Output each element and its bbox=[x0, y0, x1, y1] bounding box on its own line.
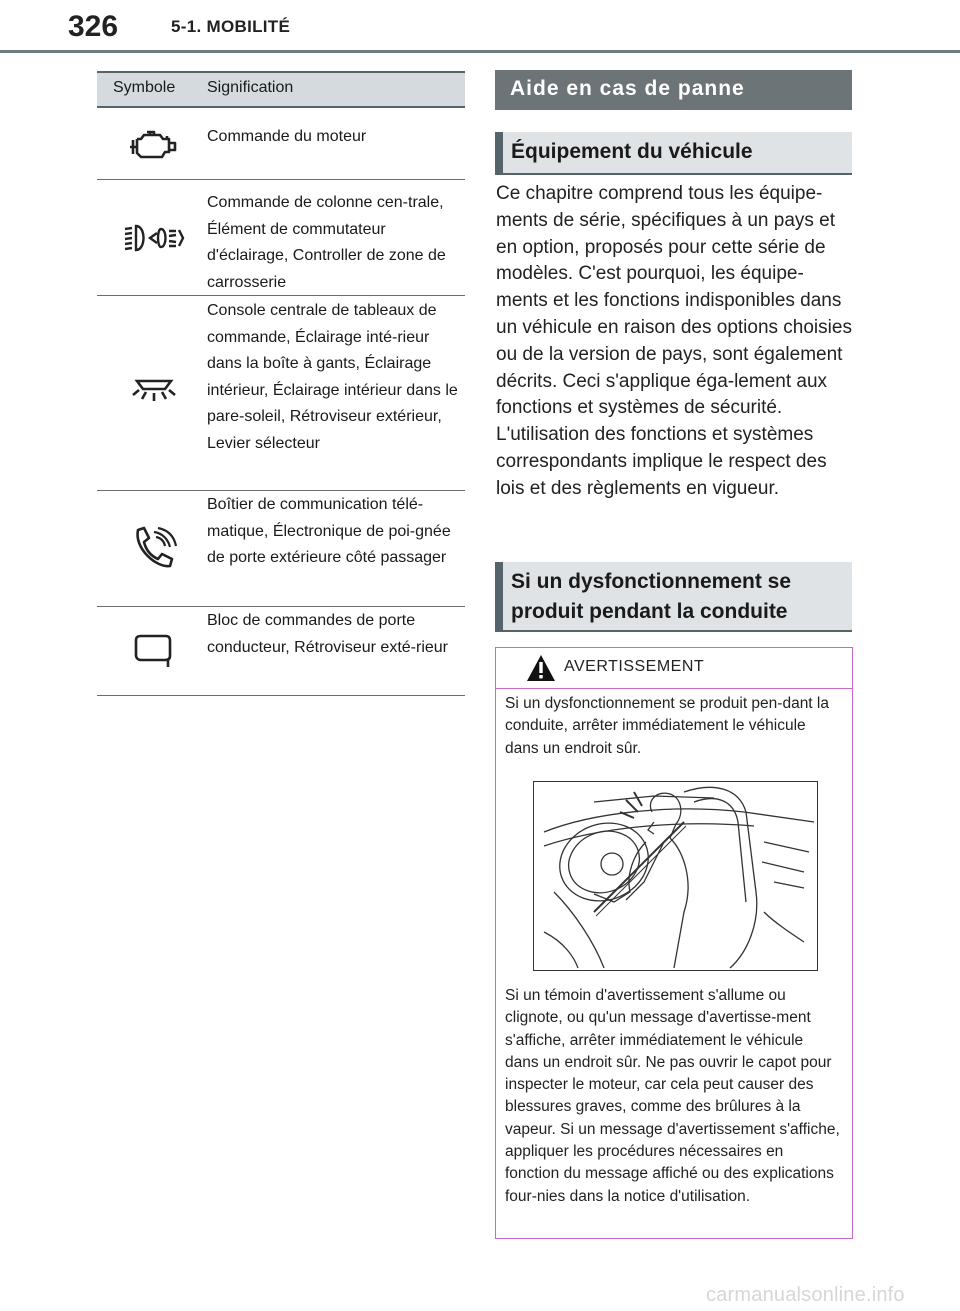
table-row bbox=[97, 491, 465, 607]
engine-icon bbox=[129, 128, 179, 160]
symbol-table bbox=[97, 71, 465, 696]
row-meaning: Commande du moteur bbox=[207, 128, 367, 145]
section-title: 5-1. MOBILITÉ bbox=[171, 17, 291, 36]
section-banner: Aide en cas de panne bbox=[495, 70, 852, 110]
warning-box bbox=[495, 647, 853, 1239]
watermark: carmanualsonline.info bbox=[706, 1284, 905, 1306]
row-meaning: Bloc de commandes de porte conducteur, Rétroviseur exté-rieur bbox=[207, 612, 448, 656]
column-header-symbol: Symbole bbox=[113, 79, 176, 96]
phone-icon bbox=[130, 526, 178, 572]
table-row bbox=[97, 180, 465, 296]
driver-stopping-image bbox=[534, 782, 817, 970]
subheading-equipment: Équipement du véhicule bbox=[495, 132, 852, 175]
warning-text: Si un dysfonctionnement se produit pen-dant la conduite, arrêter immédiatement le véhicule dans un endroit sûr. bbox=[505, 695, 829, 757]
warning-text: Si un témoin d'avertissement s'allume ou clignote, ou qu'un message d'avertisse-ment s'affiche, arrêter immédiatement le véhicule dans un endroit sûr. Ne pas ouvrir le capot pour inspecter le moteur, car cela peut causer des blessures graves, comme des brûlures à la vapeur. Si un message d'avertissement s'affiche, appliquer les procédures nécessaires en fonction du message affiché ou des explications four-nies dans la notice d'utilisation. bbox=[505, 987, 840, 1205]
row-meaning: Console centrale de tableaux de commande, Éclairage inté-rieur dans la boîte à gants, Éclairage intérieur, Éclairage intérieur dans le pare-soleil, Rétroviseur extérieur, Levier sélecteur bbox=[207, 302, 458, 452]
mirror-icon bbox=[132, 634, 176, 668]
table-header bbox=[97, 71, 465, 108]
driver-illustration bbox=[533, 781, 818, 971]
row-meaning: Commande de colonne cen-trale, Élément de commutateur d'éclairage, Controller de zone de carrosserie bbox=[207, 194, 446, 291]
header-divider bbox=[0, 50, 960, 53]
warning-header bbox=[496, 648, 852, 689]
column-header-meaning: Signification bbox=[207, 79, 294, 96]
table-row bbox=[97, 108, 465, 180]
headlight-icon bbox=[123, 223, 185, 253]
table-row bbox=[97, 607, 465, 696]
table-row bbox=[97, 296, 465, 491]
body-paragraph: Ce chapitre comprend tous les équipe-ments de série, spécifiques à un pays et en option, proposés pour cette série de modèles. C'est pourquoi, les équipe-ments et les fonctions indisponibles dans un véhicule en raison des options choisies ou de la version de pays, sont également décrits. Ceci s'applique éga-lement aux fonctions et systèmes de sécurité. L'utilisation des fonctions et systèmes correspondants implique le respect des lois et des règlements en vigueur. bbox=[496, 183, 852, 499]
interior-light-icon bbox=[131, 377, 177, 409]
page-number: 326 bbox=[68, 10, 119, 43]
warning-triangle-icon bbox=[526, 654, 556, 682]
subheading-malfunction: Si un dysfonctionnement se produit pendant la conduite bbox=[495, 562, 852, 632]
row-meaning: Boîtier de communication télé-matique, Électronique de poi-gnée de porte extérieure côté passager bbox=[207, 496, 451, 566]
warning-title: AVERTISSEMENT bbox=[564, 658, 705, 675]
